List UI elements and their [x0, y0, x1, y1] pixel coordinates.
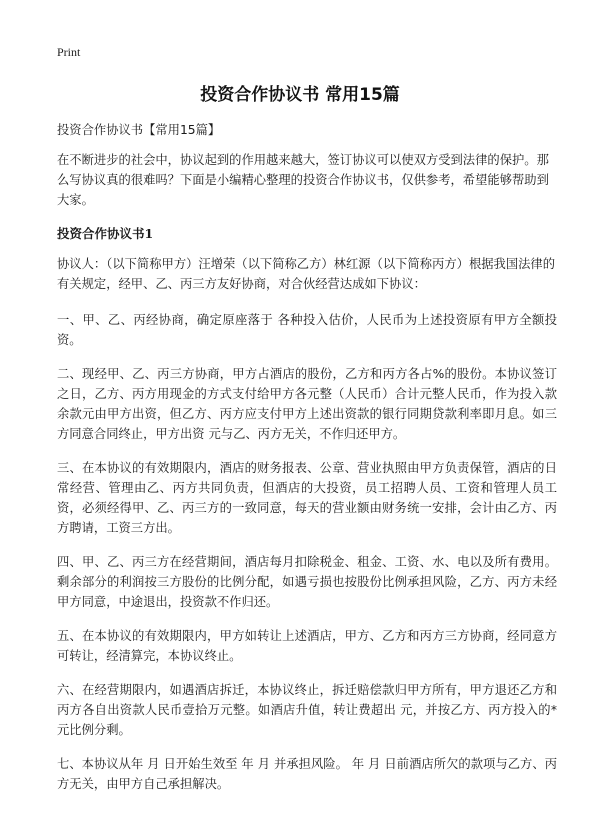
clause-7: 七、本协议从年 月 日开始生效至 年 月 并承担风险。 年 月 日前酒店所欠的款项与乙方、丙方无关，由甲方自己承担解决。	[57, 757, 557, 791]
print-label[interactable]: Print	[57, 45, 81, 59]
clause-6: 六、在经营期限内，如遇酒店拆迁，本协议终止，拆迁赔偿款归甲方所有，甲方退还乙方和丙方各自出资款人民币壹拾万元整。如酒店升值，转让费超出 元，并按乙方、丙方投入的*元比例分剩。	[57, 683, 557, 737]
parties-paragraph: 协议人：（以下简称甲方）汪增荣（以下简称乙方）林红源（以下简称丙方）根据我国法律的有关规定，经甲、乙、丙三方友好协商，对合伙经营达成如下协议：	[57, 257, 556, 291]
document-body	[57, 120, 557, 808]
clause-5: 五、在本协议的有效期限内，甲方如转让上述酒店，甲方、乙方和丙方三方协商，经同意方可转让，经清算完，本协议终止。	[57, 629, 557, 663]
section-heading: 投资合作协议书1	[57, 226, 154, 241]
document-title: 投资合作协议书 常用15篇	[200, 85, 400, 105]
intro-paragraph: 在不断进步的社会中，协议起到的作用越来越大，签订协议可以使双方受到法律的保护。那么写协议真的很难吗？下面是小编精心整理的投资合作协议书，仅供参考，希望能够帮助到大家。	[57, 153, 549, 207]
clause-4: 四、甲、乙、丙三方在经营期间，酒店每月扣除税金、租金、工资、水、电以及所有费用。剩余部分的利润按三方股份的比例分配，如遇亏损也按股份比例承担风险，乙方、丙方未经甲方同意，中途退出，投资款不作归还。	[57, 555, 557, 609]
document-subtitle: 投资合作协议书【常用15篇】	[57, 123, 221, 137]
clause-3: 三、在本协议的有效期限内，酒店的财务报表、公章、营业执照由甲方负责保管，酒店的日常经营、管理由乙、丙方共同负责，但酒店的大投资，员工招聘人员、工资和管理人员工资，必须经得甲、乙、丙三方的一致同意，每天的营业额由财务统一安排，会计由乙方、丙方聘请，工资三方出。	[57, 461, 557, 535]
clause-1: 一、甲、乙、丙经协商，确定原座落于 各种投入估价，人民币为上述投资原有甲方全额投资。	[57, 313, 557, 347]
clause-2: 二、现经甲、乙、丙三方协商，甲方占酒店的股份，乙方和丙方各占%的股份。本协议签订之日，乙方、丙方用现金的方式支付给甲方各元整（人民币）合计元整人民币，作为投入款余款元由甲方出资，但乙方、丙方应支付甲方上述出资款的银行同期贷款利率即月息。如三方同意合同终止，甲方出资 元与乙、丙方无关，不作归还甲方。	[57, 367, 557, 441]
